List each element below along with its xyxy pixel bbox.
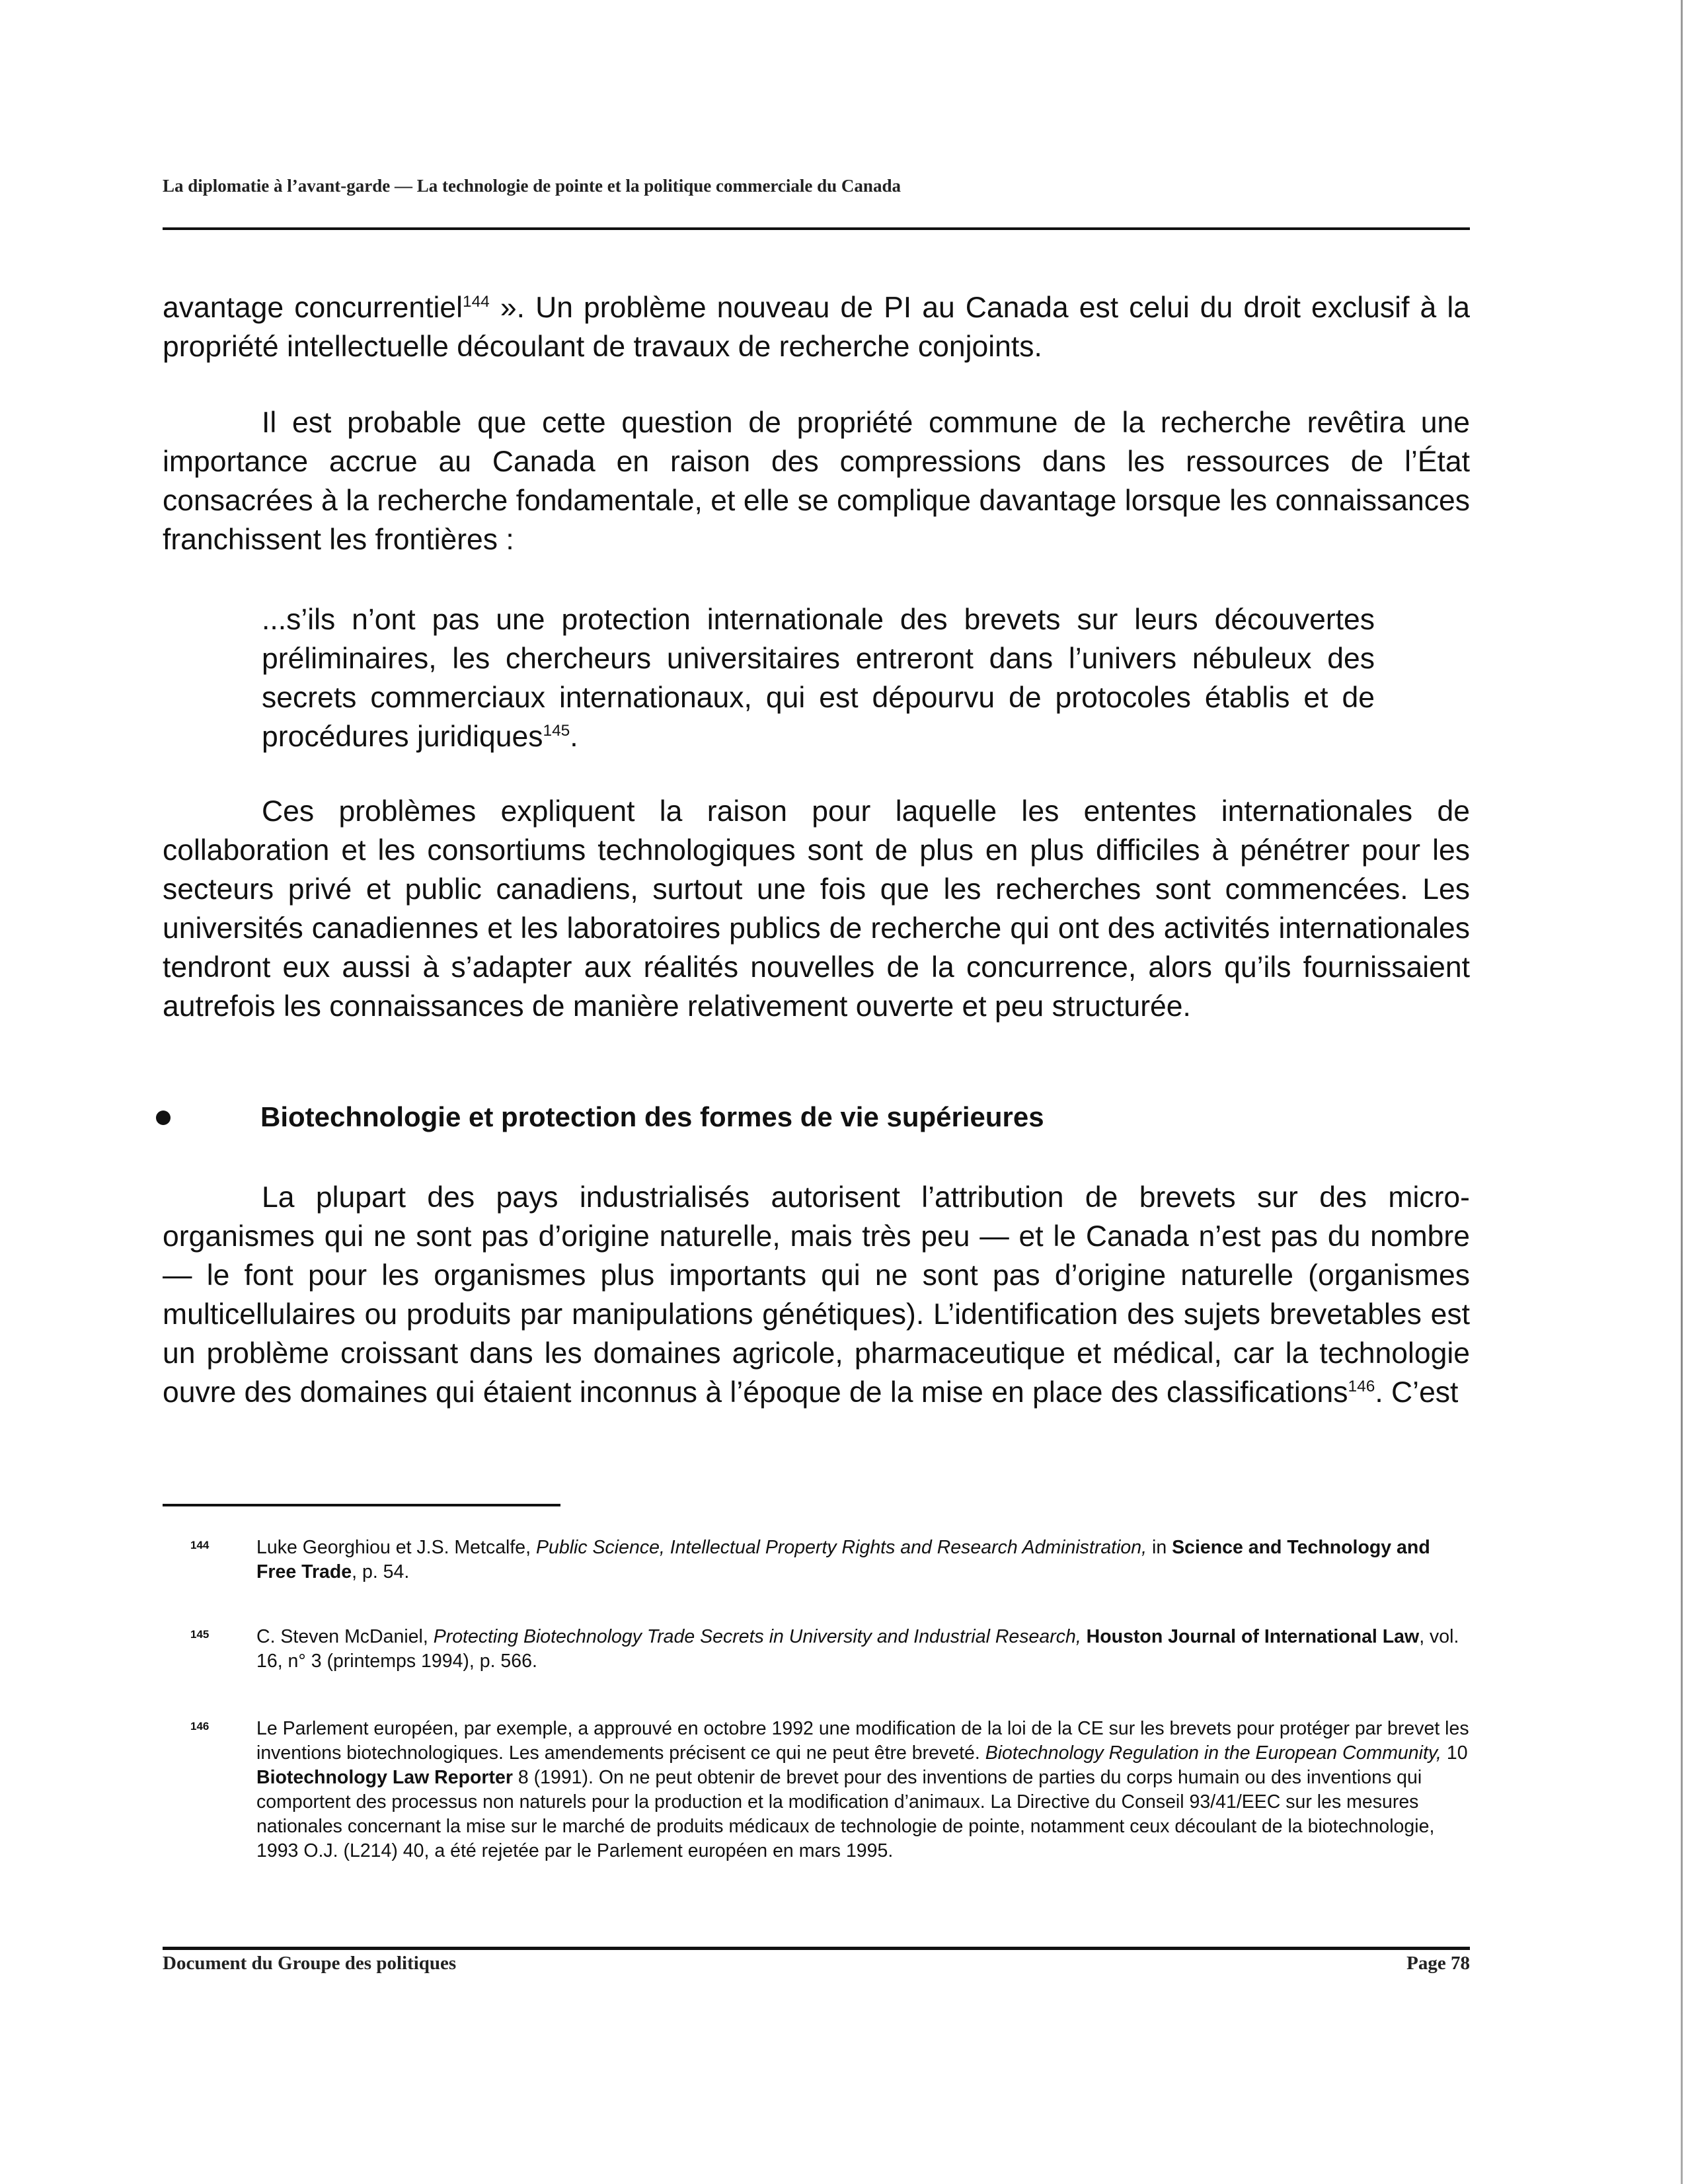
- paragraph-1-text-a: avantage concurrentiel: [163, 292, 463, 324]
- footnote-number: 145: [190, 1628, 210, 1641]
- footnote-number: 144: [190, 1539, 210, 1551]
- footnote-author: Luke Georghiou et J.S. Metcalfe,: [256, 1537, 536, 1558]
- paragraph-1: [163, 288, 1470, 366]
- footnote-ref-145[interactable]: 145: [543, 722, 570, 740]
- block-quote: [262, 600, 1375, 756]
- header-rule: [163, 227, 1470, 230]
- section-heading: Biotechnologie et protection des formes de vie supérieures: [260, 1101, 1044, 1132]
- footnote-title: Protecting Biotechnology Trade Secrets in University and Industrial Research,: [433, 1626, 1081, 1647]
- scan-edge: [1681, 0, 1683, 2184]
- paragraph-1-text-b: ». Un problème nouveau de PI au Canada est celui du droit exclusif à la propriété intellectuelle découlant de travaux de recherche conjoints.: [163, 292, 1470, 363]
- footer-document-title: Document du Groupe des politiques: [163, 1953, 457, 1974]
- footnote-title: Biotechnology Regulation in the European Community,: [985, 1742, 1441, 1764]
- footnote-connector: 10: [1441, 1742, 1468, 1764]
- footnote-rest: , vol. 16, n° 3 (printemps 1994), p. 566.: [256, 1626, 1459, 1672]
- footnote-145: [163, 1625, 1470, 1674]
- paragraph-4-text-b: . C’est: [1375, 1376, 1459, 1409]
- block-quote-text: ...s’ils n’ont pas une protection internationale des brevets sur leurs découvertes préliminaires, les chercheurs universitaires entreront dans l’univers nébuleux des secrets commerciaux internationaux, qui est dépourvu de protocoles établis et de procédures juridiques: [262, 604, 1375, 753]
- paragraph-3-text: Ces problèmes expliquent la raison pour laquelle les ententes internationales de collaboration et les consortiums technologiques sont de plus en plus difficiles à pénétrer pour les secteurs privé et public canadiens, surtout une fois que les recherches sont commencées. Les universités canadiennes et les laboratoires publics de recherche qui ont des activités internationales tendront eux aussi à s’adapter aux réalités nouvelles de la concurrence, alors qu’ils fournissaient autrefois les connaissances de manière relativement ouverte et peu structurée.: [163, 795, 1470, 1023]
- paragraph-2: [163, 403, 1470, 559]
- footnote-number: 146: [190, 1720, 210, 1733]
- bullet-icon: [156, 1111, 171, 1125]
- block-quote-end: .: [570, 721, 578, 753]
- footnote-ref-146[interactable]: 146: [1348, 1378, 1375, 1396]
- running-header: La diplomatie à l’avant-garde — La technologie de pointe et la politique commerciale du Canada: [163, 176, 901, 196]
- footnote-connector: in: [1147, 1537, 1172, 1558]
- footnote-text-a: Le Parlement européen, par exemple, a approuvé en octobre 1992 une modification de la loi de la CE sur les brevets pour protéger par brevet les inventions biotechnologiques. Les amendements précisent ce qui ne peut être breveté.: [256, 1718, 1469, 1764]
- footnote-146: [163, 1717, 1470, 1863]
- footnote-title: Public Science, Intellectual Property Rights and Research Administration,: [535, 1537, 1147, 1558]
- footnote-separator: [163, 1504, 560, 1506]
- paragraph-3: [163, 792, 1470, 1026]
- footnote-144: [163, 1536, 1470, 1584]
- footer-page-number: Page 78: [1406, 1953, 1470, 1974]
- footnote-source: Houston Journal of International Law: [1086, 1626, 1420, 1647]
- footnote-source: Biotechnology Law Reporter: [256, 1767, 513, 1788]
- footnote-author: C. Steven McDaniel,: [256, 1626, 434, 1647]
- footnote-rest: 8 (1991). On ne peut obtenir de brevet pour des inventions de parties du corps humain ou des inventions qui comportent des processus non naturels pour la production et la modification d’animaux. La Directive du Conseil 93/41/EEC sur les mesures nationales concernant la mise sur le marché de produits médicaux de technologie de pointe, notamment ceux découlant de la biotechnologie, 1993 O.J. (L214) 40, a été rejetée par le Parlement européen en mars 1995.: [256, 1767, 1435, 1861]
- footnote-rest: , p. 54.: [352, 1561, 410, 1582]
- paragraph-2-text: Il est probable que cette question de propriété commune de la recherche revêtira une importance accrue au Canada en raison des compressions dans les ressources de l’État consacrées à la recherche fondamentale, et elle se complique davantage lorsque les connaissances franchissent les frontières :: [163, 407, 1470, 556]
- footer-rule: [163, 1947, 1470, 1950]
- footnote-source: Science and Technology and Free Trade: [256, 1537, 1430, 1582]
- footnote-connector: [1081, 1626, 1087, 1647]
- paragraph-4: [163, 1178, 1470, 1412]
- footnote-ref-144[interactable]: 144: [462, 293, 490, 311]
- paragraph-4-text-a: La plupart des pays industrialisés autorisent l’attribution de brevets sur des micro-organismes qui ne sont pas d’origine naturelle, mais très peu — et le Canada n’est pas du nombre — le font pour les organismes plus importants qui ne sont pas d’origine naturelle (organismes multicellulaires ou produits par manipulations génétiques). L’identification des sujets brevetables est un problème croissant dans les domaines agricole, pharmaceutique et médical, car la technologie ouvre des domaines qui étaient inconnus à l’époque de la mise en place des classifications: [163, 1181, 1470, 1409]
